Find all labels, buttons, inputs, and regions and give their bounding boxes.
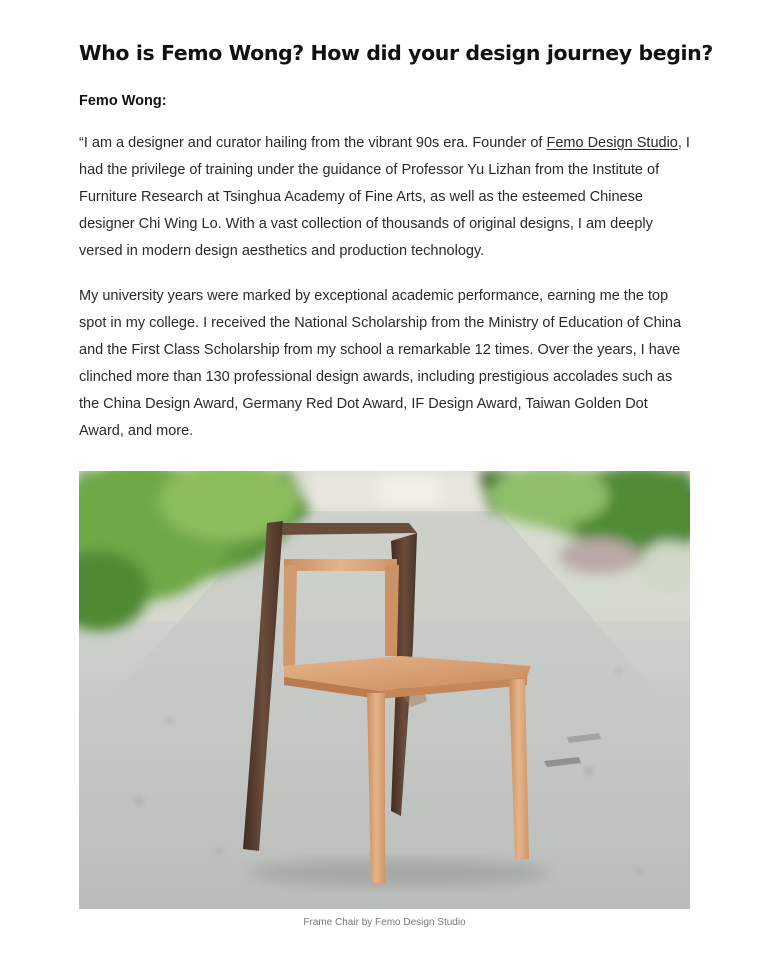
frame-chair-photo — [79, 471, 690, 909]
article — [79, 0, 713, 445]
paragraph-intro — [79, 130, 691, 265]
chair-figure — [79, 471, 690, 909]
femo-design-studio-link[interactable]: Femo Design Studio — [546, 135, 678, 151]
paragraph-intro-text-start: “I am a designer and curator hailing from the vibrant 90s era. Founder of — [79, 135, 547, 151]
article-heading: Who is Femo Wong? How did your design journey begin? — [79, 41, 713, 65]
paragraph-achievements: My university years were marked by exceptional academic performance, earning me the top spot in my college. I received the National Scholarship from the Ministry of Education of China and the First Class Scholarship from my school a remarkable 12 times. Over the years, I have clinched more than 130 professional design awards, including prestigious accolades such as the China Design Award, Germany Red Dot Award, IF Design Award, Taiwan Golden Dot Award, and more. — [79, 288, 682, 439]
speaker-label: Femo Wong: — [79, 93, 167, 109]
figure-caption: Frame Chair by Femo Design Studio — [303, 917, 466, 928]
paragraph-intro-text-end: , I had the privilege of training under the guidance of Professor Yu Lizhan from the Institute of Furniture Research at Tsinghua Academy of Fine Arts, as well as the esteemed Chinese designer Chi Wing Lo. With a vast collection of thousands of original designs, I am deeply versed in modern design aesthetics and production technology. — [79, 135, 690, 259]
